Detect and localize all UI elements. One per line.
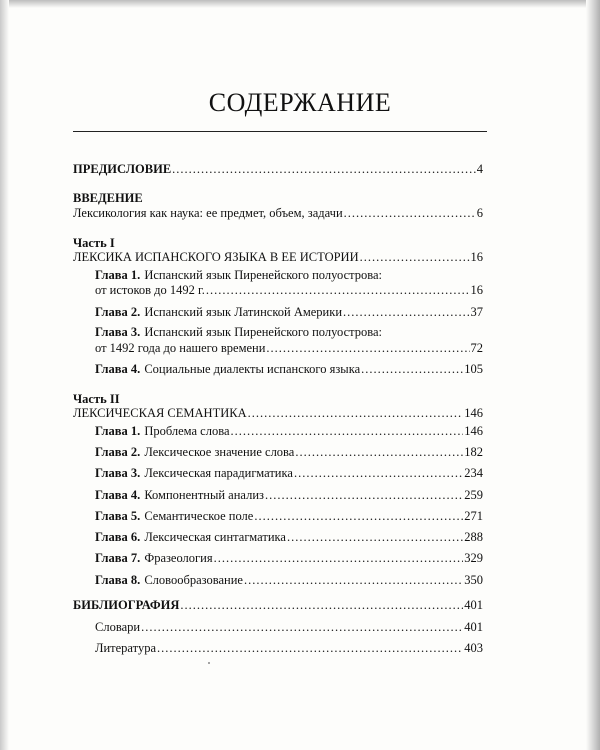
toc-page-number: 182 [464, 445, 483, 459]
chapter-title: Семантическое поле [144, 509, 254, 523]
toc-entry-bibliography [73, 598, 483, 613]
chapter-label: Глава 4. [95, 488, 141, 502]
toc-chapter [95, 466, 483, 481]
toc-page-number: 401 [464, 620, 483, 634]
dot-leader [248, 406, 464, 421]
bibliography-item-title: Словари [95, 620, 141, 634]
toc-chapter [95, 445, 483, 460]
toc-entry-title: БИБЛИОГРАФИЯ [73, 598, 180, 612]
toc-part-label: Часть I [73, 236, 115, 250]
page-edge-shadow-top [0, 0, 600, 8]
toc-page-number: 350 [464, 573, 483, 587]
toc-page-number: 6 [476, 206, 483, 220]
chapter-label: Глава 4. [95, 362, 141, 376]
dot-leader [287, 530, 463, 545]
chapter-label: Глава 5. [95, 509, 141, 523]
dot-leader [206, 283, 470, 298]
chapter-label: Глава 3. [95, 325, 141, 339]
toc-part-title: ЛЕКСИЧЕСКАЯ СЕМАНТИКА [73, 406, 247, 420]
chapter-label: Глава 6. [95, 530, 141, 544]
chapter-title: Фразеология [144, 551, 213, 565]
dot-leader [231, 424, 464, 439]
page-title: СОДЕРЖАНИЕ [208, 88, 392, 117]
toc-chapter [95, 573, 483, 588]
toc-part-title: ЛЕКСИКА ИСПАНСКОГО ЯЗЫКА В ЕЕ ИСТОРИИ [73, 250, 359, 264]
toc-entry-preface [73, 162, 483, 177]
chapter-label: Глава 3. [95, 466, 141, 480]
toc-page-number: 146 [464, 406, 483, 420]
dot-leader [265, 488, 463, 503]
toc-part-label: Часть II [73, 392, 120, 406]
dot-leader [343, 305, 469, 320]
toc-page-number: 234 [464, 466, 483, 480]
toc-chapter [95, 509, 483, 524]
chapter-title: Компонентный анализ [144, 488, 264, 502]
toc-entry-intro [73, 206, 483, 221]
toc-page-number: 259 [464, 488, 483, 502]
chapter-label: Глава 8. [95, 573, 141, 587]
dot-leader [344, 206, 476, 221]
toc-page-number: 403 [464, 641, 483, 655]
dot-leader [141, 620, 463, 635]
chapter-label: Глава 2. [95, 445, 141, 459]
toc-chapter [95, 551, 483, 566]
dot-leader [254, 509, 463, 524]
chapter-label: Глава 7. [95, 551, 141, 565]
toc-page-number: 146 [464, 424, 483, 438]
dot-leader [172, 162, 476, 177]
chapter-title-cont: от 1492 года до нашего времени [95, 341, 266, 355]
bibliography-item-title: Литература [95, 641, 156, 655]
toc-chapter [95, 488, 483, 503]
title-rule [73, 131, 487, 132]
dot-leader [214, 551, 464, 566]
dot-leader [157, 641, 463, 656]
toc-chapter-line1 [95, 325, 483, 340]
chapter-label: Глава 1. [95, 424, 141, 438]
toc-bibliography-item [95, 641, 483, 656]
chapter-title: Лексическая парадигматика [144, 466, 293, 480]
toc-entry-part2 [73, 406, 483, 421]
chapter-title: Испанский язык Пиренейского полуострова: [144, 268, 383, 282]
dot-leader [295, 445, 463, 460]
dot-leader [266, 341, 469, 356]
toc-chapter-line1 [95, 268, 483, 283]
toc-page-number: 72 [470, 341, 483, 355]
toc-entry-part1 [73, 250, 483, 265]
chapter-title-cont: от истоков до 1492 г. [95, 283, 205, 297]
toc-page-number: 401 [464, 598, 483, 612]
toc-chapter [95, 341, 483, 356]
toc-chapter [95, 362, 483, 377]
toc-page-number: 4 [476, 162, 483, 176]
chapter-title: Словообразование [144, 573, 243, 587]
dot-leader [361, 362, 463, 377]
chapter-label: Глава 1. [95, 268, 141, 282]
dot-leader [244, 573, 463, 588]
toc-page-number: 37 [470, 305, 483, 319]
chapter-title: Социальные диалекты испанского языка [144, 362, 361, 376]
toc-page-number: 271 [464, 509, 483, 523]
chapter-title: Испанский язык Пиренейского полуострова: [144, 325, 383, 339]
toc-bibliography-item [95, 620, 483, 635]
toc-chapter [95, 530, 483, 545]
dot-leader [294, 466, 463, 481]
toc-heading-intro: ВВЕДЕНИЕ [73, 191, 143, 205]
toc-entry-title: ПРЕДИСЛОВИЕ [73, 162, 172, 176]
toc-page-number: 288 [464, 530, 483, 544]
chapter-title: Лексическая синтагматика [144, 530, 286, 544]
toc-chapter [95, 283, 483, 298]
toc-entry-title: Лексикология как наука: ее предмет, объем, задачи [73, 206, 343, 220]
toc-page-number: 16 [470, 283, 483, 297]
toc-chapter [95, 424, 483, 439]
chapter-title: Испанский язык Латинской Америки [144, 305, 343, 319]
dot-leader [180, 598, 463, 613]
chapter-title: Проблема слова [144, 424, 230, 438]
chapter-label: Глава 2. [95, 305, 141, 319]
dot-leader [360, 250, 470, 265]
toc-page-number: 105 [464, 362, 483, 376]
toc-chapter [95, 305, 483, 320]
toc-page-number: 16 [470, 250, 483, 264]
toc-page-number: 329 [464, 551, 483, 565]
print-speck [208, 662, 210, 664]
chapter-title: Лексическое значение слова [144, 445, 295, 459]
